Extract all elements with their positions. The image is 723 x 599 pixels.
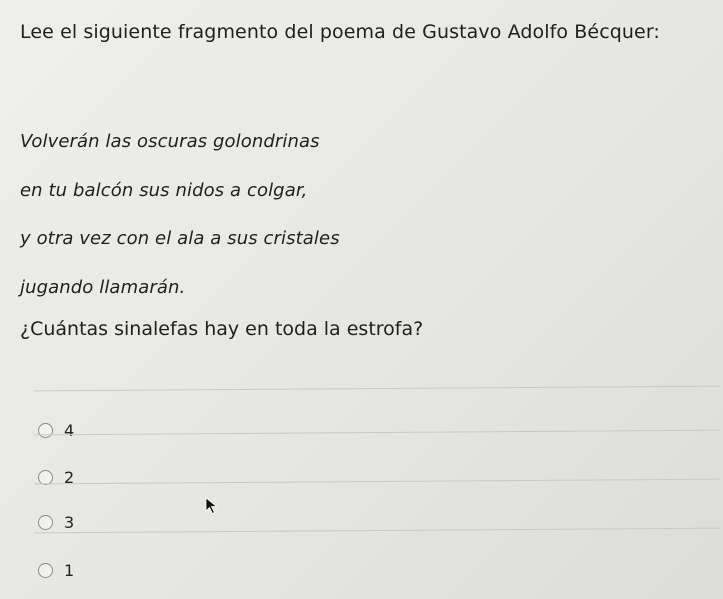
answer-option-3[interactable] [38,513,74,532]
answer-option-label: 4 [64,421,75,440]
answer-option-label: 1 [64,561,75,580]
answer-option-4[interactable] [38,421,74,440]
poem-line-4: jugando llamarán. [20,277,186,298]
poem-line-2: en tu balcón sus nidos a colgar, [20,180,308,201]
answer-option-1[interactable] [38,561,74,580]
answer-option-label: 2 [64,468,75,487]
instruction-text: Lee el siguiente fragmento del poema de Gustavo Adolfo Bécquer: [20,21,660,43]
poem-line-3: y otra vez con el ala a sus cristales [20,228,340,249]
radio-button[interactable] [38,563,53,578]
option-divider [34,430,720,436]
option-divider [34,479,720,485]
poem-line-1: Volverán las oscuras golondrinas [20,131,320,152]
radio-button[interactable] [38,515,53,530]
radio-button[interactable] [38,423,53,438]
option-divider [34,528,720,534]
mouse-cursor-icon [205,497,219,515]
answer-option-label: 3 [64,513,75,532]
option-divider [34,386,720,392]
question-text: ¿Cuántas sinalefas hay en toda la estrofa? [20,318,424,340]
